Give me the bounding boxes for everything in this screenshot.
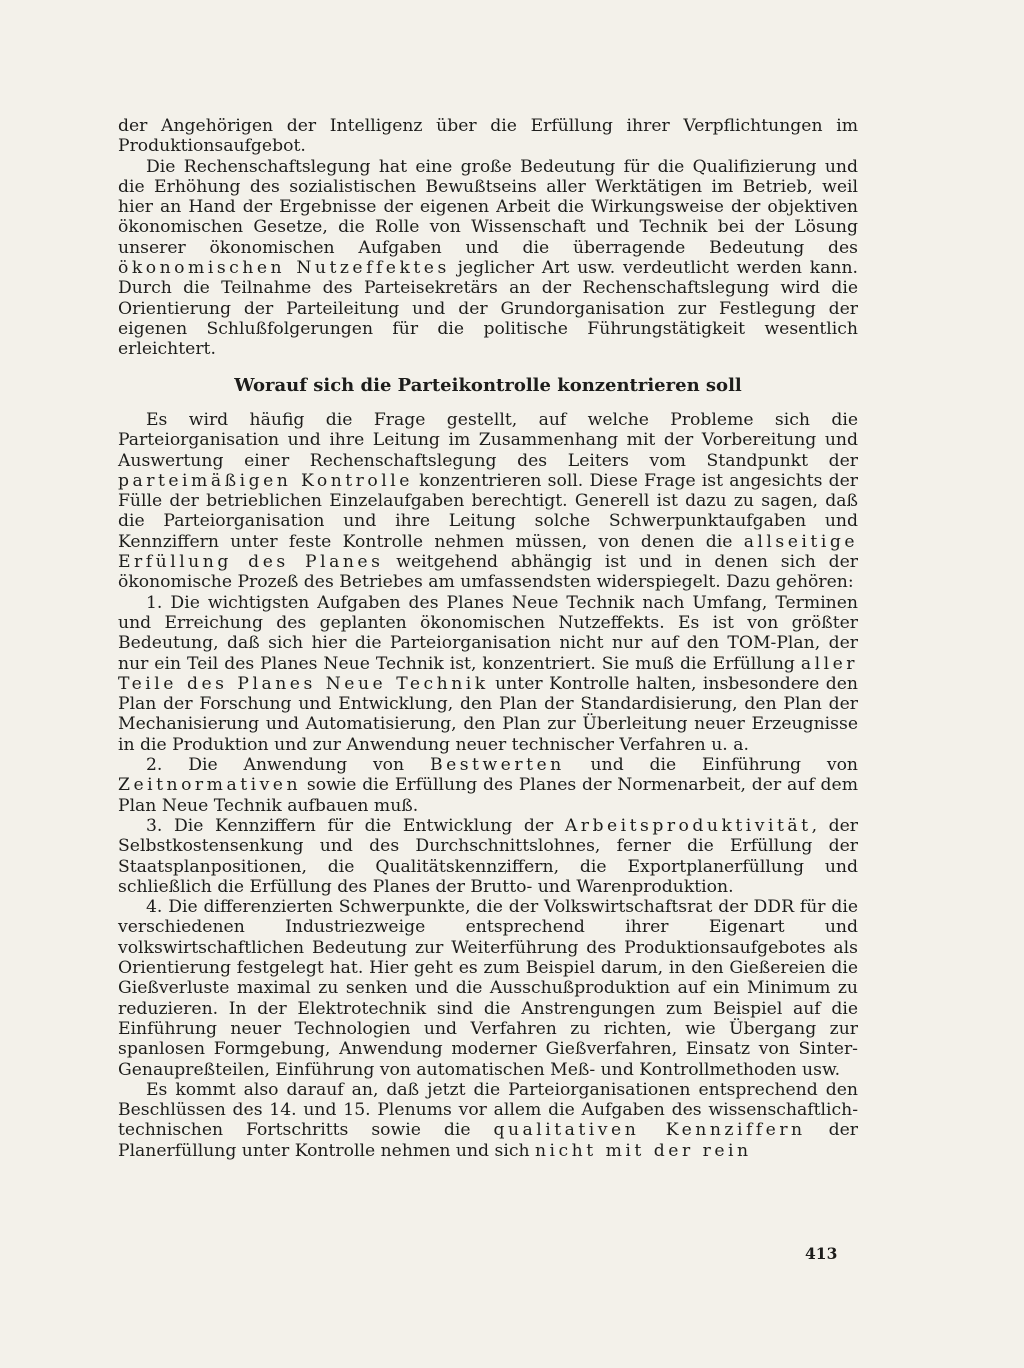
emphasis-spaced: Zeitnormativen bbox=[118, 775, 302, 796]
list-item-1: 1. Die wichtigsten Aufgaben des Planes Neue Technik nach Umfang, Terminen und Erreichung des geplanten ökonomischen Nutzeffekts. Es ist von größter Bedeutung, daß sich hier die Parteiorganisation nicht nur auf den TOM-Plan, der nur ein Teil des Planes Neue Technik ist, konzentriert. Sie muß die Erfüllung aller Teile des Planes Neue Technik unter Kontrolle halten, insbesondere den Plan der Forschung und Entwicklung, den Plan der Standardisierung, den Plan der Mechanisierung und Automatisierung, den Plan zur Überleitung neuer Erzeugnisse in die Produktion und zur Anwendung neuer technischer Verfahren u. a. bbox=[118, 592, 858, 755]
paragraph: Es kommt also darauf an, daß jetzt die Parteiorganisationen entsprechend den Beschlüssen des 14. und 15. Plenums vor allem die Aufgaben des wissenschaftlich-technischen Fortschritts sowie die qualitativen Kennziffern der Planerfüllung unter Kontrolle nehmen und sich nicht mit der rein bbox=[118, 1079, 858, 1161]
paragraph: Es wird häufig die Frage gestellt, auf welche Probleme sich die Parteiorganisation und ihre Leitung im Zusammenhang mit der Vorbereitung und Auswertung einer Rechenschaftslegung des Leiters vom Standpunkt der parteimäßigen Kontrolle konzentrieren soll. Diese Frage ist angesichts der Fülle der betrieblichen Einzelaufgaben berechtigt. Generell ist dazu zu sagen, daß die Parteiorganisation und ihre Leitung solche Schwerpunktaufgaben und Kennziffern unter feste Kontrolle nehmen müssen, von denen die allseitige Erfüllung des Planes weitgehend abhängig ist und in denen sich der ökonomische Prozeß des Betriebes am umfassendsten widerspiegelt. Dazu gehören: bbox=[118, 410, 859, 593]
list-item-3: 3. Die Kennziffern für die Entwicklung der Arbeitsproduktivität, der Selbstkostensenkung und des Durchschnittslohnes, ferner die Erfüllung der Staatsplanpositionen, die Qualitätskennziffern, die Exportplanerfüllung und schließlich die Erfüllung des Planes der Brutto- und Warenproduktion. bbox=[118, 815, 858, 897]
intro-text-block bbox=[118, 116, 858, 360]
emphasis-spaced: Bestwerten bbox=[429, 755, 565, 776]
main-text-block bbox=[118, 410, 858, 1161]
emphasis-spaced: ökonomischen Nutzeffektes bbox=[118, 258, 450, 279]
section-heading: Worauf sich die Parteikontrolle konzentrieren soll bbox=[234, 375, 742, 396]
emphasis-spaced: qualitativen Kennziffern bbox=[493, 1120, 806, 1141]
emphasis-spaced: nicht mit der rein bbox=[534, 1140, 752, 1161]
paragraph: Die Rechenschaftslegung hat eine große Bedeutung für die Qualifizierung und die Erhöhung des sozialistischen Bewußtseins aller Werktätigen im Betrieb, weil hier an Hand der Ergebnisse der eigenen Arbeit die Wirkungsweise der objektiven ökonomischen Gesetze, die Rolle von Wissenschaft und Technik bei der Lösung unserer ökonomischen Aufgaben und die überragende Bedeutung des ökonomischen Nutzeffektes jeglicher Art usw. verdeutlicht werden kann. Durch die Teilnahme des Parteisekretärs an der Rechenschaftslegung wird die Orientierung der Parteileitung und der Grundorganisation zur Festlegung der eigenen Schlußfolgerungen für die politische Führungstätigkeit wesentlich erleichtert. bbox=[118, 156, 858, 360]
page-number: 413 bbox=[805, 1244, 838, 1263]
list-item-4: 4. Die differenzierten Schwerpunkte, die der Volkswirtschaftsrat der DDR für die verschiedenen Industriezweige entsprechend ihrer Eigenart und volkswirtschaftlichen Bedeutung zur Weiterführung des Produktionsaufgebotes als Orientierung festgelegt hat. Hier geht es zum Beispiel darum, in den Gießereien die Gießverluste maximal zu senken und die Ausschußproduktion auf ein Minimum zu reduzieren. In der Elektrotechnik sind die Anstrengungen zum Beispiel auf die Einführung neuer Technologien und Verfahren zu richten, wie Übergang zur spanlosen Formgebung, Anwendung moderner Gießverfahren, Einsatz von Sinter-Genaupreßteilen, Einführung von automatischen Meß- und Kontrollmethoden usw. bbox=[118, 897, 858, 1080]
emphasis-spaced: Arbeitsproduktivität bbox=[564, 815, 812, 836]
emphasis-spaced: parteimäßigen Kontrolle bbox=[118, 470, 413, 491]
emphasis-spaced: aller Teile des Planes Neue Technik bbox=[118, 653, 858, 694]
list-item-2: 2. Die Anwendung von Bestwerten und die Einführung von Zeitnormativen sowie die Erfüllung des Planes der Normenarbeit, der auf dem Plan Neue Technik aufbauen muß. bbox=[118, 755, 858, 816]
emphasis-spaced: allseitige Erfüllung des Planes bbox=[118, 531, 858, 573]
paragraph: der Angehörigen der Intelligenz über die Erfüllung ihrer Verpflichtungen im Produktionsaufgebot. bbox=[118, 116, 858, 157]
